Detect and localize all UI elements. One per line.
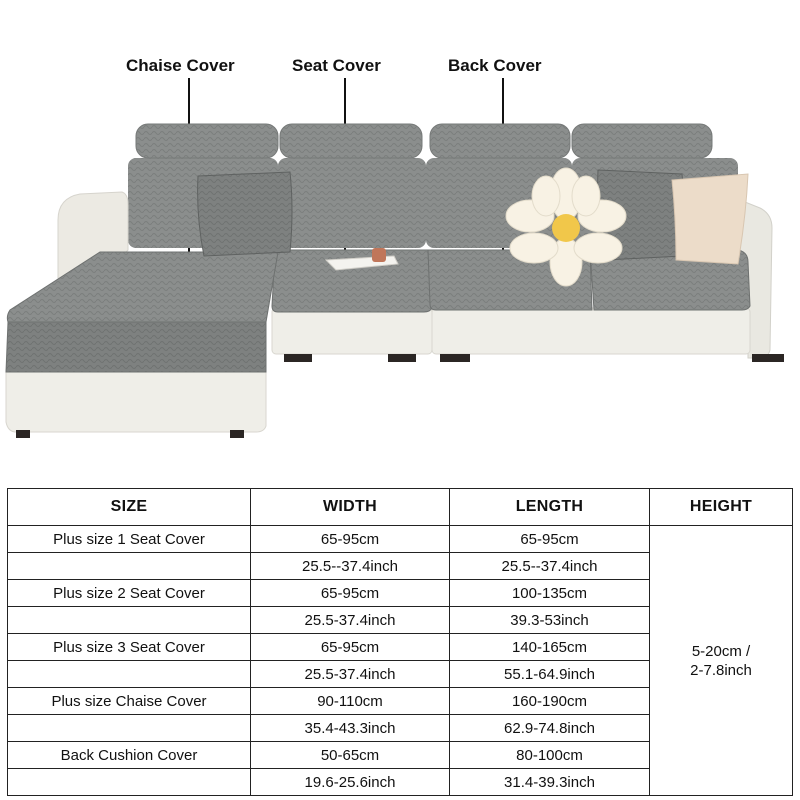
table-row [8,526,793,553]
length-cell: 25.5--37.4inch [450,553,650,580]
length-cell: 80-100cm [450,742,650,769]
size-cell: Plus size 1 Seat Cover [8,526,251,553]
length-cell: 39.3-53inch [450,607,650,634]
length-cell: 31.4-39.3inch [450,769,650,796]
header-height: HEIGHT [650,489,793,526]
width-cell: 25.5--37.4inch [251,553,450,580]
size-cell [8,607,251,634]
size-cell: Plus size 3 Seat Cover [8,634,251,661]
seat-cover-label: Seat Cover [292,56,381,75]
width-cell: 65-95cm [251,580,450,607]
width-cell: 25.5-37.4inch [251,607,450,634]
height-value-cm: 5-20cm / [691,642,751,660]
chaise-cover-label: Chaise Cover [126,56,235,75]
width-cell: 90-110cm [251,688,450,715]
length-cell: 160-190cm [450,688,650,715]
header-size: SIZE [8,489,251,526]
height-cell [650,526,793,796]
length-cell: 65-95cm [450,526,650,553]
size-cell: Plus size Chaise Cover [8,688,251,715]
size-cell [8,715,251,742]
length-cell: 55.1-64.9inch [450,661,650,688]
size-cell [8,769,251,796]
table-header-row [8,489,793,526]
back-cover-label: Back Cover [448,56,542,75]
length-cell: 140-165cm [450,634,650,661]
width-cell: 50-65cm [251,742,450,769]
width-cell: 19.6-25.6inch [251,769,450,796]
length-cell: 100-135cm [450,580,650,607]
size-cell [8,661,251,688]
sofa-illustration [0,100,800,450]
size-cell: Back Cushion Cover [8,742,251,769]
width-cell: 25.5-37.4inch [251,661,450,688]
size-cell: Plus size 2 Seat Cover [8,580,251,607]
header-width: WIDTH [251,489,450,526]
width-cell: 65-95cm [251,634,450,661]
size-cell [8,553,251,580]
width-cell: 35.4-43.3inch [251,715,450,742]
height-value-inch: 2-7.8inch [690,661,752,679]
width-cell: 65-95cm [251,526,450,553]
header-length: LENGTH [450,489,650,526]
length-cell: 62.9-74.8inch [450,715,650,742]
size-table [7,488,793,796]
